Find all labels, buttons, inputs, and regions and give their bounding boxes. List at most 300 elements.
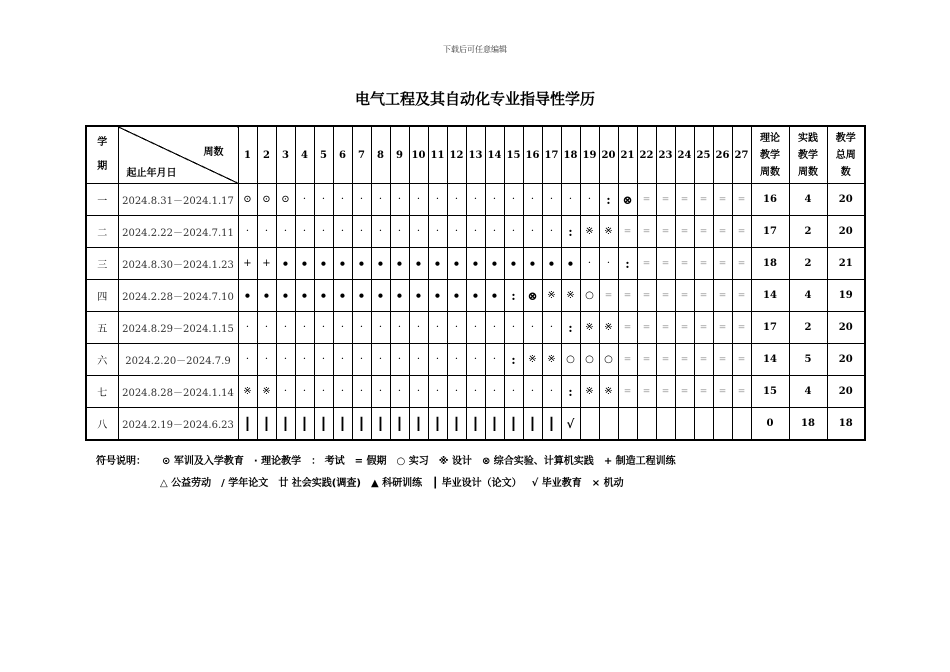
week-cell: =: [618, 216, 637, 248]
theory-weeks-header: [751, 126, 789, 184]
week-cell: ※: [580, 312, 599, 344]
date-range-cell: 2024.2.22－2024.7.11: [118, 216, 238, 248]
legend-item: = 假期: [354, 456, 387, 467]
week-cell: ·: [485, 216, 504, 248]
week-number-header: 12: [447, 126, 466, 184]
week-cell: =: [732, 344, 751, 376]
week-cell: =: [694, 312, 713, 344]
week-cell: =: [675, 344, 694, 376]
week-cell: ·: [580, 184, 599, 216]
week-cell: ·: [352, 344, 371, 376]
week-cell: =: [656, 312, 675, 344]
week-cell: ※: [542, 344, 561, 376]
legend-item: ⊗ 综合实验、计算机实践: [481, 456, 594, 467]
week-cell: ┃: [390, 408, 409, 441]
week-cell: ·: [295, 184, 314, 216]
week-cell: ·: [447, 216, 466, 248]
week-cell: =: [637, 312, 656, 344]
week-number-header: 3: [276, 126, 295, 184]
week-cell: ·: [314, 184, 333, 216]
practice-weeks-cell: 18: [789, 408, 827, 441]
week-cell: [675, 408, 694, 441]
week-cell: =: [637, 376, 656, 408]
week-cell: •: [485, 248, 504, 280]
week-cell: =: [618, 344, 637, 376]
week-cell: ·: [371, 312, 390, 344]
semester-cell: 二: [86, 216, 118, 248]
week-cell: ·: [561, 184, 580, 216]
week-cell: ·: [580, 248, 599, 280]
week-number-header: 17: [542, 126, 561, 184]
week-cell: •: [238, 280, 257, 312]
week-number-header: 10: [409, 126, 428, 184]
date-range-cell: 2024.8.29－2024.1.15: [118, 312, 238, 344]
week-cell: •: [523, 248, 542, 280]
week-cell: •: [409, 280, 428, 312]
week-cell: ·: [447, 344, 466, 376]
week-number-header: 18: [561, 126, 580, 184]
week-cell: ·: [276, 216, 295, 248]
week-cell: •: [561, 248, 580, 280]
week-cell: [732, 408, 751, 441]
week-cell: ·: [466, 376, 485, 408]
week-number-header: 14: [485, 126, 504, 184]
week-cell: +: [238, 248, 257, 280]
week-cell: ·: [485, 184, 504, 216]
week-cell: [694, 408, 713, 441]
week-cell: ·: [390, 312, 409, 344]
week-cell: •: [295, 280, 314, 312]
total-weeks-cell: 20: [827, 376, 865, 408]
week-cell: =: [637, 216, 656, 248]
week-cell: :: [599, 184, 618, 216]
week-number-header: 15: [504, 126, 523, 184]
practice-weeks-header: [789, 126, 827, 184]
week-cell: ·: [409, 184, 428, 216]
week-cell: =: [713, 248, 732, 280]
week-number-header: 11: [428, 126, 447, 184]
week-cell: ┃: [314, 408, 333, 441]
week-cell: ·: [333, 312, 352, 344]
semester-header-line-1: 学: [97, 137, 108, 148]
week-cell: ·: [371, 216, 390, 248]
legend-line-2: [160, 474, 634, 489]
week-cell: ·: [314, 216, 333, 248]
week-cell: ·: [371, 184, 390, 216]
week-number-header: 21: [618, 126, 637, 184]
week-cell: ·: [447, 184, 466, 216]
week-cell: ·: [238, 344, 257, 376]
practice-weeks-cell: 5: [789, 344, 827, 376]
week-cell: ※: [542, 280, 561, 312]
week-number-header: 16: [523, 126, 542, 184]
week-cell: =: [713, 216, 732, 248]
week-cell: =: [675, 184, 694, 216]
practice-weeks-cell: 2: [789, 248, 827, 280]
week-cell: ·: [466, 312, 485, 344]
week-cell: ·: [352, 184, 371, 216]
week-cell: :: [618, 248, 637, 280]
total-weeks-header-line: 数: [840, 166, 851, 178]
week-cell: ※: [257, 376, 276, 408]
week-cell: ○: [599, 344, 618, 376]
theory-weeks-header-line: 理论: [760, 132, 780, 144]
week-cell: •: [428, 248, 447, 280]
semester-cell: 五: [86, 312, 118, 344]
week-cell: •: [371, 280, 390, 312]
week-cell: ·: [447, 312, 466, 344]
week-cell: =: [599, 280, 618, 312]
week-cell: ·: [352, 376, 371, 408]
week-cell: =: [732, 248, 751, 280]
week-cell: ○: [580, 344, 599, 376]
week-cell: ┃: [428, 408, 447, 441]
week-cell: [713, 408, 732, 441]
theory-weeks-cell: 15: [751, 376, 789, 408]
total-weeks-cell: 21: [827, 248, 865, 280]
date-range-cell: 2024.8.31－2024.1.17: [118, 184, 238, 216]
weeks-label: 周数: [203, 147, 224, 158]
total-weeks-cell: 18: [827, 408, 865, 441]
week-cell: =: [637, 248, 656, 280]
week-cell: =: [656, 248, 675, 280]
week-cell: =: [656, 280, 675, 312]
legend-item: ○ 实习: [396, 456, 429, 467]
week-cell: ·: [523, 312, 542, 344]
week-cell: :: [561, 312, 580, 344]
week-cell: =: [675, 312, 694, 344]
total-weeks-header-line: 教学: [835, 132, 856, 144]
week-cell: ·: [333, 184, 352, 216]
table-row: [86, 408, 865, 441]
theory-weeks-cell: 14: [751, 280, 789, 312]
week-cell: ·: [257, 312, 276, 344]
week-cell: =: [713, 344, 732, 376]
week-cell: =: [675, 280, 694, 312]
week-cell: =: [618, 280, 637, 312]
week-cell: ·: [542, 216, 561, 248]
table-row: [86, 184, 865, 216]
week-cell: •: [333, 248, 352, 280]
week-cell: :: [561, 376, 580, 408]
week-cell: ※: [238, 376, 257, 408]
week-cell: ·: [428, 344, 447, 376]
week-cell: =: [675, 248, 694, 280]
date-range-cell: 2024.8.28－2024.1.14: [118, 376, 238, 408]
week-number-header: 2: [257, 126, 276, 184]
week-cell: ·: [314, 344, 333, 376]
week-cell: ⊗: [523, 280, 542, 312]
legend-item: 廿 社会实践(调查): [278, 478, 361, 489]
semester-cell: 四: [86, 280, 118, 312]
semester-cell: 六: [86, 344, 118, 376]
total-weeks-cell: 20: [827, 216, 865, 248]
practice-weeks-header-line: 教学: [798, 149, 818, 161]
week-cell: ·: [428, 216, 447, 248]
semester-cell: 三: [86, 248, 118, 280]
week-cell: ┃: [447, 408, 466, 441]
semester-cell: 七: [86, 376, 118, 408]
practice-weeks-header-line: 周数: [798, 166, 818, 178]
date-range-cell: 2024.2.19－2024.6.23: [118, 408, 238, 441]
week-cell: ⊗: [618, 184, 637, 216]
week-cell: ·: [257, 216, 276, 248]
week-cell: ┃: [504, 408, 523, 441]
week-cell: ※: [523, 344, 542, 376]
week-cell: ·: [295, 344, 314, 376]
week-cell: •: [314, 248, 333, 280]
week-cell: =: [694, 248, 713, 280]
week-cell: ·: [390, 344, 409, 376]
week-cell: ·: [466, 216, 485, 248]
week-number-header: 20: [599, 126, 618, 184]
semester-header-line-2: 期: [97, 161, 108, 172]
week-cell: √: [561, 408, 580, 441]
legend-item: △ 公益劳动: [160, 478, 212, 489]
week-cell: ┃: [333, 408, 352, 441]
week-cell: ·: [428, 376, 447, 408]
week-cell: ·: [314, 312, 333, 344]
week-number-header: 8: [371, 126, 390, 184]
week-cell: ·: [238, 312, 257, 344]
legend-item: ⊙ 军训及入学教育: [162, 456, 244, 467]
week-cell: ※: [599, 376, 618, 408]
legend-label: 符号说明：: [96, 456, 146, 467]
week-cell: [618, 408, 637, 441]
week-number-header: 25: [694, 126, 713, 184]
week-cell: ┃: [238, 408, 257, 441]
teaching-calendar-table: [85, 125, 866, 441]
week-cell: ·: [257, 344, 276, 376]
theory-weeks-cell: 14: [751, 344, 789, 376]
week-cell: •: [352, 248, 371, 280]
week-cell: ┃: [352, 408, 371, 441]
table-row: [86, 280, 865, 312]
week-cell: ·: [371, 344, 390, 376]
week-number-header: 26: [713, 126, 732, 184]
week-cell: =: [732, 376, 751, 408]
week-cell: ·: [542, 376, 561, 408]
total-weeks-header: [827, 126, 865, 184]
week-cell: ·: [523, 216, 542, 248]
week-cell: ※: [599, 216, 618, 248]
week-cell: ⊙: [276, 184, 295, 216]
theory-weeks-cell: 17: [751, 216, 789, 248]
table-row: [86, 376, 865, 408]
week-cell: =: [618, 376, 637, 408]
total-weeks-header-line: 总周: [835, 149, 856, 161]
week-cell: •: [390, 248, 409, 280]
week-cell: •: [390, 280, 409, 312]
week-cell: =: [694, 280, 713, 312]
week-number-header: 9: [390, 126, 409, 184]
week-cell: •: [295, 248, 314, 280]
practice-weeks-cell: 2: [789, 216, 827, 248]
header-note: 下载后可任意编辑: [443, 45, 507, 54]
week-cell: ·: [447, 376, 466, 408]
week-cell: =: [732, 280, 751, 312]
week-cell: ·: [542, 312, 561, 344]
week-cell: •: [371, 248, 390, 280]
week-cell: [656, 408, 675, 441]
week-cell: ·: [599, 248, 618, 280]
table-body: [86, 184, 865, 441]
document-title: 电气工程及其自动化专业指导性学历: [354, 90, 595, 108]
week-cell: =: [637, 184, 656, 216]
legend-item: + 制造工程训练: [603, 456, 676, 467]
practice-weeks-cell: 2: [789, 312, 827, 344]
week-cell: ·: [314, 376, 333, 408]
week-cell: ·: [276, 376, 295, 408]
week-cell: ⊙: [257, 184, 276, 216]
week-cell: ·: [466, 184, 485, 216]
week-cell: ·: [485, 344, 504, 376]
week-cell: ·: [409, 312, 428, 344]
week-cell: ·: [466, 344, 485, 376]
practice-weeks-header-line: 实践: [798, 132, 818, 144]
week-cell: ○: [580, 280, 599, 312]
total-weeks-cell: 20: [827, 184, 865, 216]
week-number-header: 4: [295, 126, 314, 184]
total-weeks-cell: 20: [827, 312, 865, 344]
table-row: [86, 312, 865, 344]
week-cell: :: [561, 216, 580, 248]
week-cell: =: [732, 184, 751, 216]
week-cell: ┃: [485, 408, 504, 441]
theory-weeks-header-line: 周数: [760, 166, 780, 178]
semester-header: [86, 126, 118, 184]
week-number-header: 22: [637, 126, 656, 184]
week-cell: ·: [276, 312, 295, 344]
week-cell: ·: [409, 216, 428, 248]
week-cell: ※: [580, 376, 599, 408]
week-cell: ·: [523, 376, 542, 408]
practice-weeks-cell: 4: [789, 280, 827, 312]
week-cell: ·: [542, 184, 561, 216]
total-weeks-cell: 19: [827, 280, 865, 312]
week-cell: ┃: [523, 408, 542, 441]
week-cell: =: [694, 184, 713, 216]
week-cell: ·: [409, 344, 428, 376]
week-number-header: 23: [656, 126, 675, 184]
legend-item: ※ 设计: [438, 456, 472, 467]
date-range-cell: 2024.8.30－2024.1.23: [118, 248, 238, 280]
week-cell: ·: [485, 376, 504, 408]
week-cell: ·: [428, 184, 447, 216]
week-cell: ·: [371, 376, 390, 408]
week-cell: •: [257, 280, 276, 312]
week-date-header: [118, 126, 238, 184]
week-cell: ┃: [276, 408, 295, 441]
week-number-header: 1: [238, 126, 257, 184]
week-cell: =: [656, 216, 675, 248]
week-cell: •: [428, 280, 447, 312]
week-cell: •: [276, 280, 295, 312]
week-cell: ·: [352, 312, 371, 344]
table-row: [86, 248, 865, 280]
week-cell: =: [675, 216, 694, 248]
week-cell: =: [713, 376, 732, 408]
week-cell: ┃: [257, 408, 276, 441]
week-cell: ·: [428, 312, 447, 344]
date-range-cell: 2024.2.28－2024.7.10: [118, 280, 238, 312]
practice-weeks-cell: 4: [789, 184, 827, 216]
week-number-header: 13: [466, 126, 485, 184]
week-cell: ·: [276, 344, 295, 376]
week-number-header: 5: [314, 126, 333, 184]
week-number-header: 19: [580, 126, 599, 184]
theory-weeks-cell: 17: [751, 312, 789, 344]
week-cell: =: [694, 216, 713, 248]
table-row: [86, 216, 865, 248]
week-cell: =: [732, 312, 751, 344]
week-number-header: 24: [675, 126, 694, 184]
week-cell: •: [409, 248, 428, 280]
week-cell: ┃: [371, 408, 390, 441]
week-cell: =: [656, 376, 675, 408]
week-cell: ⊙: [238, 184, 257, 216]
legend-item: / 学年论文: [221, 478, 269, 489]
week-cell: =: [656, 184, 675, 216]
week-cell: =: [694, 376, 713, 408]
total-weeks-cell: 20: [827, 344, 865, 376]
week-cell: •: [352, 280, 371, 312]
week-cell: •: [447, 248, 466, 280]
theory-weeks-cell: 0: [751, 408, 789, 441]
week-cell: =: [732, 216, 751, 248]
week-cell: [637, 408, 656, 441]
week-cell: ┃: [466, 408, 485, 441]
week-cell: •: [504, 248, 523, 280]
week-cell: =: [637, 344, 656, 376]
week-cell: ┃: [409, 408, 428, 441]
week-cell: [580, 408, 599, 441]
week-cell: =: [656, 344, 675, 376]
week-cell: =: [637, 280, 656, 312]
week-cell: ·: [333, 216, 352, 248]
week-number-header: 27: [732, 126, 751, 184]
table-row: [86, 344, 865, 376]
week-cell: ·: [295, 216, 314, 248]
legend-item: ▲ 科研训练: [370, 478, 423, 489]
week-cell: •: [276, 248, 295, 280]
legend-line-1: [162, 452, 686, 467]
semester-cell: 一: [86, 184, 118, 216]
week-cell: •: [485, 280, 504, 312]
week-cell: •: [314, 280, 333, 312]
week-cell: ·: [504, 312, 523, 344]
week-cell: ※: [561, 280, 580, 312]
week-cell: ○: [561, 344, 580, 376]
week-cell: ┃: [542, 408, 561, 441]
week-cell: ·: [295, 312, 314, 344]
week-cell: •: [542, 248, 561, 280]
legend-item: ┃ 毕业设计（论文）: [432, 478, 522, 489]
week-cell: ·: [504, 376, 523, 408]
week-cell: ·: [390, 376, 409, 408]
semester-cell: 八: [86, 408, 118, 441]
week-cell: =: [713, 184, 732, 216]
week-cell: ※: [580, 216, 599, 248]
week-cell: :: [504, 280, 523, 312]
week-cell: •: [466, 280, 485, 312]
week-cell: ·: [390, 184, 409, 216]
week-cell: ·: [504, 216, 523, 248]
week-cell: ·: [504, 184, 523, 216]
week-cell: ·: [352, 216, 371, 248]
week-cell: ·: [238, 216, 257, 248]
week-number-header: 7: [352, 126, 371, 184]
